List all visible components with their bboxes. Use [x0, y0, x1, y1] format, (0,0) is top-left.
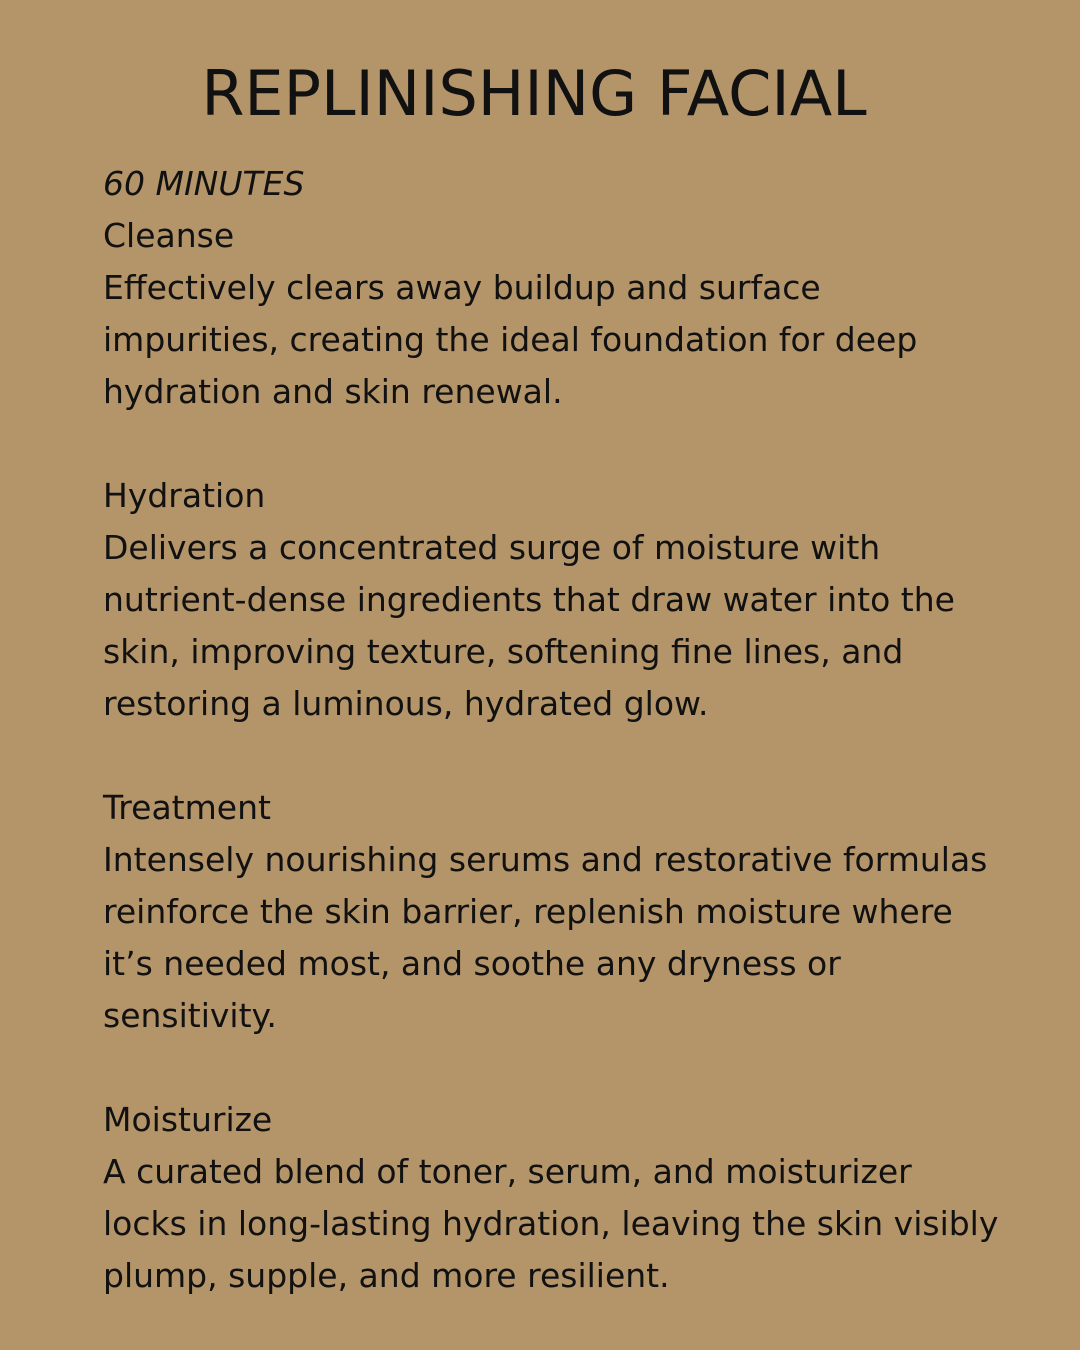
step-description [103, 522, 1003, 730]
description-line: nutrient-dense ingredients that draw water into the [103, 580, 955, 619]
step-heading: Treatment [103, 788, 271, 827]
step-heading: Cleanse [103, 216, 235, 255]
step-description [103, 262, 1003, 418]
step-description [103, 834, 1003, 1042]
description-line: plump, supple, and more resilient. [103, 1256, 670, 1295]
page-title: REPLINISHING FACIAL [201, 57, 867, 130]
description-line: impurities, creating the ideal foundation for deep [103, 320, 918, 359]
step-heading: Moisturize [103, 1100, 273, 1139]
description-line: skin, improving texture, softening fine lines, and [103, 632, 904, 671]
description-line: Delivers a concentrated surge of moisture with [103, 528, 881, 567]
step-treatment [103, 782, 1003, 1042]
description-line: it’s needed most, and soothe any dryness or [103, 944, 841, 983]
description-line: hydration and skin renewal. [103, 372, 563, 411]
step-description [103, 1146, 1003, 1302]
step-moisturize [103, 1094, 1003, 1302]
description-line: reinforce the skin barrier, replenish moisture where [103, 892, 953, 931]
description-line: locks in long-lasting hydration, leaving the skin visibly [103, 1204, 999, 1243]
duration-label: 60 MINUTES [103, 164, 305, 203]
description-line: Effectively clears away buildup and surface [103, 268, 821, 307]
description-line: sensitivity. [103, 996, 277, 1035]
step-cleanse [103, 210, 1003, 418]
step-heading: Hydration [103, 476, 266, 515]
description-line: A curated blend of toner, serum, and moisturizer [103, 1152, 912, 1191]
service-details [103, 158, 1003, 1302]
description-line: Intensely nourishing serums and restorative formulas [103, 840, 988, 879]
step-hydration [103, 470, 1003, 730]
description-line: restoring a luminous, hydrated glow. [103, 684, 709, 723]
